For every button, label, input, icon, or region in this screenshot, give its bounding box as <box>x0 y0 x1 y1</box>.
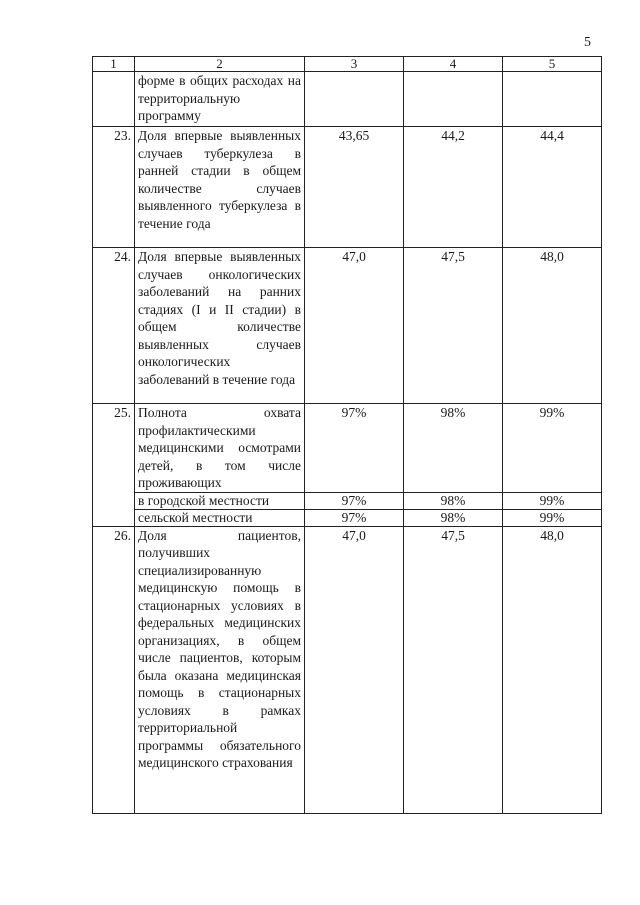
value-col-5: 99% <box>503 509 602 526</box>
value-cell <box>404 72 503 127</box>
table-row-24 <box>93 248 602 404</box>
value-col-4: 98% <box>404 492 503 509</box>
subrow-text: в городской местности <box>135 492 305 509</box>
row-text: Полнота охвата профилактическими медицинскими осмотрами детей, в том числе проживающих <box>135 404 305 493</box>
row-number: 23. <box>93 127 135 248</box>
value-col-4: 47,5 <box>404 248 503 404</box>
value-cell <box>503 72 602 127</box>
value-col-3: 97% <box>305 404 404 493</box>
value-col-4: 47,5 <box>404 526 503 813</box>
row-text: Доля пациентов, получивших специализированную медицинскую помощь в стационарных условиях в федеральных медицинских организациях, в общем числе пациентов, которым была оказана медицинская помощь в стационарных условиях в рамках территориальной программы обязательного медицинского страхования <box>135 526 305 813</box>
value-col-3: 97% <box>305 492 404 509</box>
table-row-23 <box>93 127 602 248</box>
value-col-4: 98% <box>404 509 503 526</box>
page-number: 5 <box>584 35 591 50</box>
column-header-5: 5 <box>503 57 602 72</box>
column-header-3: 3 <box>305 57 404 72</box>
value-col-3: 47,0 <box>305 248 404 404</box>
value-col-5: 99% <box>503 404 602 493</box>
value-col-5: 44,4 <box>503 127 602 248</box>
indicators-table <box>92 56 602 814</box>
value-col-3: 47,0 <box>305 526 404 813</box>
value-col-3: 97% <box>305 509 404 526</box>
subrow-text: сельской местности <box>135 509 305 526</box>
column-header-1: 1 <box>93 57 135 72</box>
column-header-4: 4 <box>404 57 503 72</box>
table-subrow-urban <box>93 492 602 509</box>
value-col-4: 98% <box>404 404 503 493</box>
value-col-3: 43,65 <box>305 127 404 248</box>
row-number: 25. <box>93 404 135 527</box>
row-text: Доля впервые выявленных случаев онкологических заболеваний на ранних стадиях (I и II стадии) в общем количестве выявленных случаев онкологических заболеваний в течение года <box>135 248 305 404</box>
table-row-25 <box>93 404 602 493</box>
column-header-2: 2 <box>135 57 305 72</box>
row-text: Доля впервые выявленных случаев туберкулеза в ранней стадии в общем количестве случаев выявленного туберкулеза в течение года <box>135 127 305 248</box>
value-col-4: 44,2 <box>404 127 503 248</box>
value-col-5: 99% <box>503 492 602 509</box>
table-row-continuation <box>93 72 602 127</box>
table-subrow-rural <box>93 509 602 526</box>
row-number-cell <box>93 72 135 127</box>
value-col-5: 48,0 <box>503 526 602 813</box>
row-text: форме в общих расходах на территориальную программу <box>135 72 305 127</box>
value-cell <box>305 72 404 127</box>
table-row-26 <box>93 526 602 813</box>
row-number: 26. <box>93 526 135 813</box>
table-header-row <box>93 57 602 72</box>
value-col-5: 48,0 <box>503 248 602 404</box>
row-number: 24. <box>93 248 135 404</box>
